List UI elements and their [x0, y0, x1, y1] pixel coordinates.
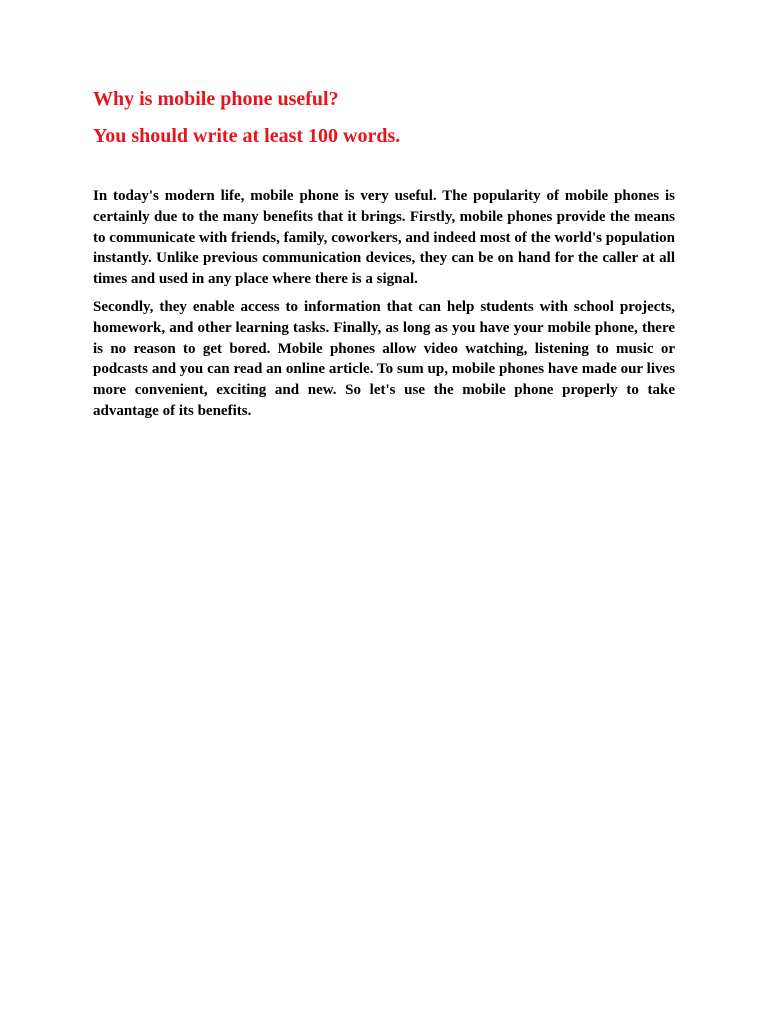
essay-paragraph-1: In today's modern life, mobile phone is very useful. The popularity of mobile phones is certainly due to the many benefits that it brings. Firstly, mobile phones provide the means to communicate with friends, family, coworkers, and indeed most of the world's population instantly. Unlike previous communication devices, they can be on hand for the caller at all times and used in any place where there is a signal. — [93, 188, 675, 288]
document-page — [93, 86, 675, 422]
question-heading: Why is mobile phone useful? — [93, 88, 339, 110]
essay-paragraph-2: Secondly, they enable access to information that can help students with school projects, homework, and other learning tasks. Finally, as long as you have your mobile phone, there is no reason to get bored. Mobile phones allow video watching, listening to music or podcasts and you can read an online article. To sum up, mobile phones have made our lives more convenient, exciting and new. So let's use the mobile phone properly to take advantage of its benefits. — [93, 298, 675, 419]
instruction-heading: You should write at least 100 words. — [93, 125, 401, 147]
essay-body — [93, 186, 675, 422]
